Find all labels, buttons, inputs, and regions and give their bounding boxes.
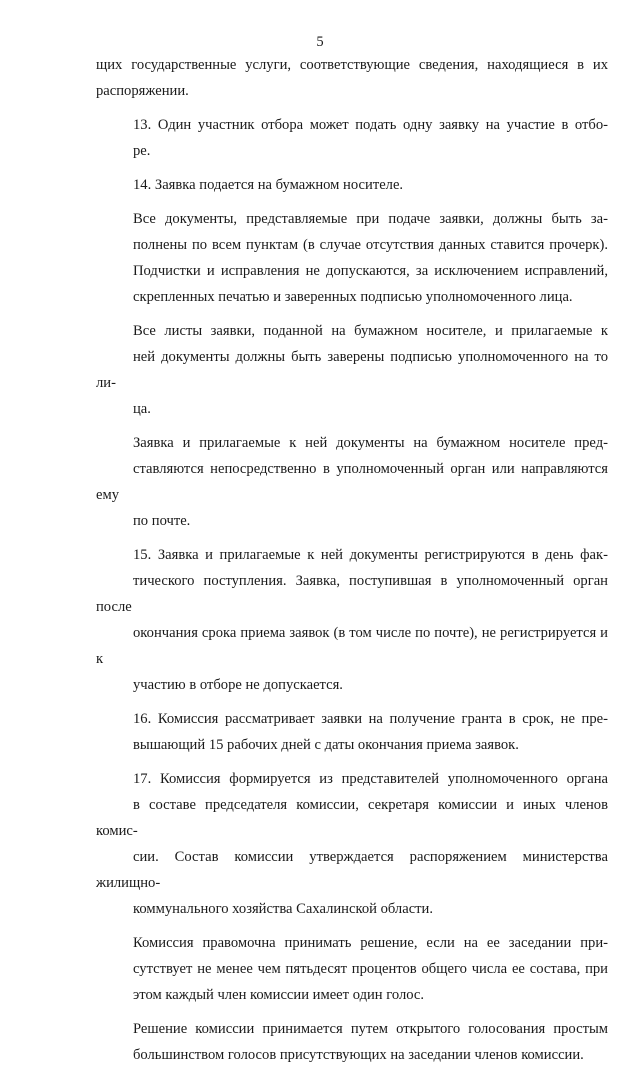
text-line: Все листы заявки, поданной на бумажном носителе, и прилагаемые к	[133, 323, 608, 339]
text-line: распоряжении.	[96, 83, 189, 99]
paragraph	[96, 112, 608, 164]
paragraph	[96, 318, 608, 422]
text-line: коммунального хозяйства Сахалинской области.	[133, 901, 434, 917]
paragraph	[96, 172, 608, 198]
paragraph	[96, 930, 608, 1008]
text-line: 13. Один участник отбора может подать одну заявку на участие в отбо-	[133, 117, 608, 133]
text-line: этом каждый член комиссии имеет один голос.	[133, 987, 425, 1003]
text-line: ца.	[133, 401, 151, 417]
text-line: 15. Заявка и прилагаемые к ней документы регистрируются в день фак-	[133, 547, 608, 563]
paragraph	[96, 1016, 608, 1068]
text-line: по почте.	[133, 513, 191, 529]
text-line: щих государственные услуги, соответствующие сведения, находящиеся в их	[96, 57, 608, 73]
text-line: ставляются непосредственно в уполномоченный орган или направляются ему	[96, 461, 608, 503]
page-number: 5	[316, 34, 324, 50]
text-line: скрепленных печатью и заверенных подписью уполномоченного лица.	[133, 289, 573, 305]
text-line: сии. Состав комиссии утверждается распоряжением министерства жилищно-	[96, 849, 608, 891]
paragraph	[96, 706, 608, 758]
text-line: участию в отборе не допускается.	[133, 677, 343, 693]
text-line: ре.	[133, 143, 151, 159]
text-line: Заявка и прилагаемые к ней документы на бумажном носителе пред-	[133, 435, 608, 451]
text-line: тического поступления. Заявка, поступившая в уполномоченный орган после	[96, 573, 608, 615]
text-line: Все документы, представляемые при подаче заявки, должны быть за-	[133, 211, 608, 227]
text-line: 14. Заявка подается на бумажном носителе.	[133, 177, 404, 193]
document-body	[96, 52, 608, 1076]
text-line: ней документы должны быть заверены подписью уполномоченного на то ли-	[96, 349, 608, 391]
text-line: большинством голосов присутствующих на заседании членов комиссии.	[133, 1047, 584, 1063]
text-line: полнены по всем пунктам (в случае отсутствия данных ставится прочерк).	[133, 237, 608, 253]
text-line: окончания срока приема заявок (в том числе по почте), не регистрируется и к	[96, 625, 608, 667]
text-line: Решение комиссии принимается путем открытого голосования простым	[133, 1021, 608, 1037]
paragraph	[96, 52, 608, 104]
paragraph	[96, 430, 608, 534]
paragraph	[96, 766, 608, 922]
paragraph	[96, 542, 608, 698]
text-line: Комиссия правомочна принимать решение, если на ее заседании при-	[133, 935, 608, 951]
paragraph	[96, 206, 608, 310]
text-line: 16. Комиссия рассматривает заявки на получение гранта в срок, не пре-	[133, 711, 608, 727]
text-line: вышающий 15 рабочих дней с даты окончания приема заявок.	[133, 737, 519, 753]
text-line: в составе председателя комиссии, секретаря комиссии и иных членов комис-	[96, 797, 608, 839]
text-line: сутствует не менее чем пятьдесят процентов общего числа ее состава, при	[133, 961, 608, 977]
text-line: 17. Комиссия формируется из представителей уполномоченного органа	[133, 771, 608, 787]
text-line: Подчистки и исправления не допускаются, за исключением исправлений,	[133, 263, 608, 279]
